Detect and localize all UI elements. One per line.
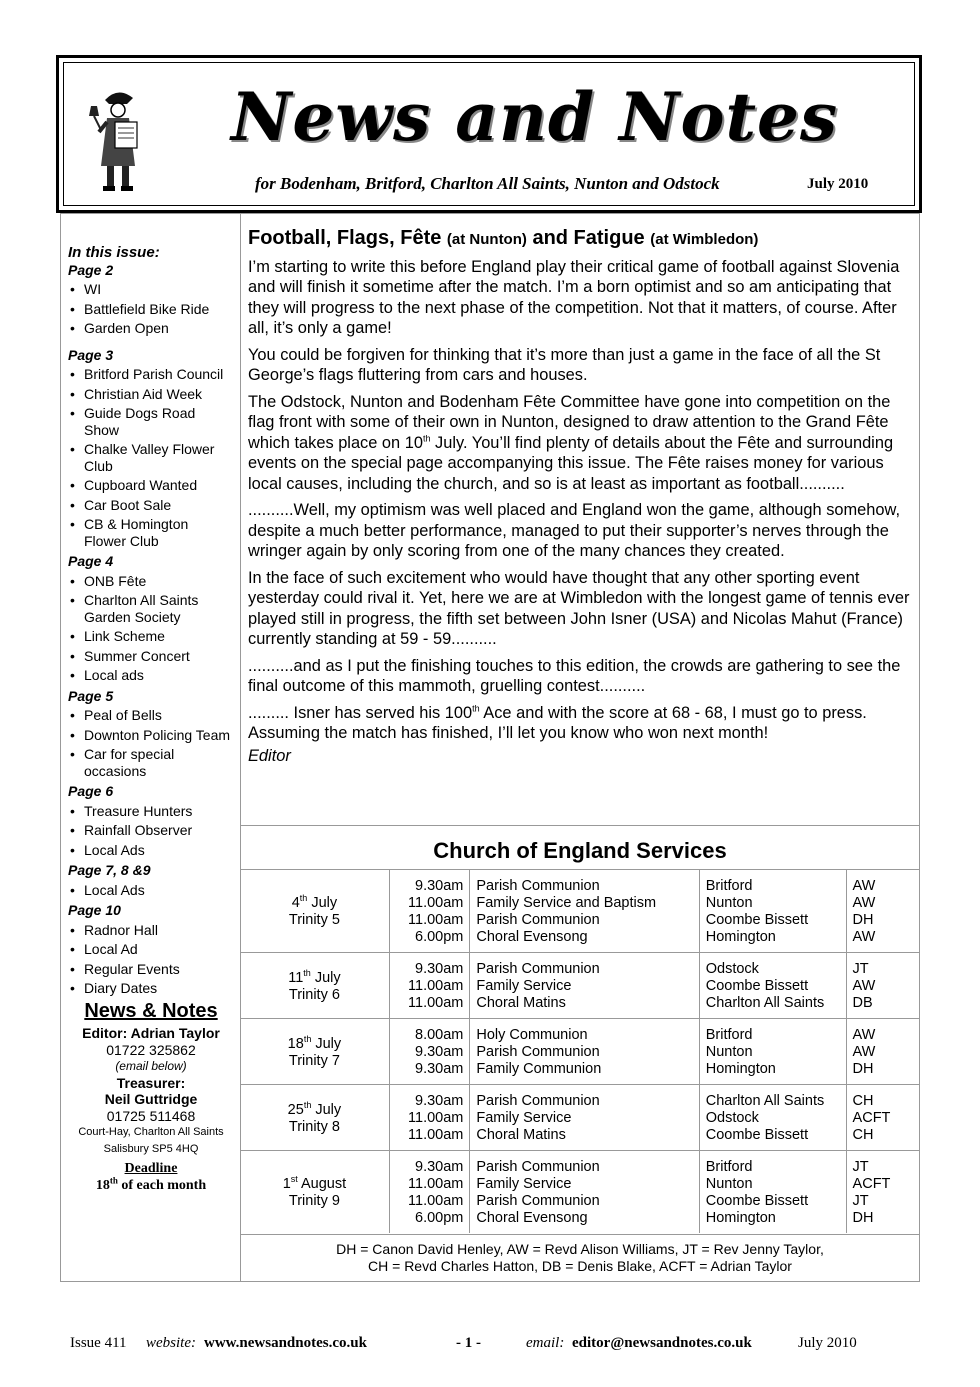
service-time-cell: 9.30am 11.00am 11.00am [389,1085,470,1151]
article-signoff: Editor [248,746,291,765]
footer-date: July 2010 [798,1335,857,1351]
masthead-title: News and Notes [231,78,839,156]
footer-email-label: email: [526,1335,565,1351]
article-paragraph: ..........Well, my optimism was well placed and England won the game, although somehow, despite a much better performance, managed to put their supporter’s nerves through the wringer again by only scoring from one of the many chances they created. [248,501,901,560]
deadline-date: 18th of each month [95,1174,207,1193]
sidebar-contents-item: • Cupboard Wanted [68,477,234,494]
sidebar-contents-item: • Chalke Valley Flower Club [68,441,234,474]
sidebar-page-label: Page 5 [68,687,114,704]
address-line-1: Court-Hay, Charlton All Saints [78,1126,224,1138]
sidebar [68,245,234,1194]
treasurer-phone: 01725 511468 [106,1107,196,1124]
service-date-cell: 25th July Trinity 8 [240,1085,389,1151]
sidebar-contents-item: • Guide Dogs Road Show [68,405,234,438]
sidebar-page-label: Page 6 [68,783,114,799]
town-crier-icon [87,86,149,194]
deadline-label: Deadline [124,1161,178,1176]
sidebar-page-label: Page 4 [68,553,114,569]
table-row [240,953,920,1019]
sidebar-contents-item: • Garden Open [68,320,234,337]
sidebar-contents-item: • Local Ad [68,941,234,958]
footer-website-label: website: [146,1335,196,1351]
sidebar-contents-item: • Radnor Hall [68,922,234,939]
sidebar-contents-item: • Peal of Bells [68,707,234,724]
sidebar-contents-item: • Charlton All Saints Garden Society [68,592,234,625]
services-legend [240,1241,920,1275]
service-place-cell: Britford Nunton Homington [699,1019,846,1085]
service-officiant-cell: AW AW DH AW [846,870,920,953]
sidebar-contents-item: • Car for special occasions [68,746,234,779]
service-name-cell: Parish Communion Family Service Choral Matins [470,953,699,1019]
legend-line: CH = Revd Charles Hatton, DB = Denis Blake, ACFT = Adrian Taylor [368,1258,792,1274]
service-time-cell: 9.30am 11.00am 11.00am 6.00pm [389,870,470,953]
article-paragraph: ..........and as I put the finishing touches to this edition, the crowds are gathering to see the final outcome of this mammoth, gruelling contest.......... [248,656,901,695]
sidebar-contents-item: • Rainfall Observer [68,822,234,839]
sidebar-page-label: Page 7, 8 &9 [68,862,151,878]
sidebar-page-label: Page 10 [68,902,121,918]
editor-email-note: (email below) [115,1059,187,1073]
sidebar-contents-item: • Treasure Hunters [68,803,234,820]
sidebar-contents-item: • Diary Dates [68,980,234,997]
sidebar-contents-item: • ONB Fête [68,573,234,590]
service-name-cell: Parish Communion Family Service Parish Communion Choral Evensong [470,1151,699,1234]
article-paragraph: The Odstock, Nunton and Bodenham Fête Committee have gone into competition on the flag front with some of their own in Nunton, designed to draw attention to the Grand Fête which takes place on 10th July. You’ll find plenty of details about the Fête and surrounding events on the special page accompanying this issue. The Fête raises money for various local causes, including the church, and so is at least as important as football.......... [248,392,894,493]
table-row [240,870,920,953]
service-place-cell: Britford Nunton Coombe Bissett Homington [699,870,846,953]
sidebar-contents-item: • Local Ads [68,882,234,899]
services-title: Church of England Services [433,838,727,863]
article-title: Football, Flags, Fête (at Nunton) and Fatigue (at Wimbledon) [248,227,759,249]
article-paragraph: ......... Isner has served his 100th Ace and with the score at 68 - 68, I must go to press. Assuming the match has finished, I’ll let you know who won next month! [248,703,867,742]
sidebar-contents-item: • Downton Policing Team [68,727,234,744]
sidebar-contents-item: • CB & Homington Flower Club [68,516,234,549]
table-row [240,1085,920,1151]
sidebar-contents-item: • Britford Parish Council [68,366,234,383]
sidebar-contents-item: • Link Scheme [68,628,234,645]
legend-rule [240,1234,920,1235]
service-name-cell: Parish Communion Family Service and Baptism Parish Communion Choral Evensong [470,870,699,953]
sidebar-page-label: Page 3 [68,346,114,363]
masthead-date: July 2010 [807,176,869,192]
sidebar-heading: In this issue: [68,244,160,261]
service-time-cell: 9.30am 11.00am 11.00am [389,953,470,1019]
service-date-cell: 11th July Trinity 6 [240,953,389,1019]
masthead-subtitle: for Bodenham, Britford, Charlton All Saints, Nunton and Odstock [255,174,720,193]
sidebar-contents-item: • Local Ads [68,842,234,859]
sidebar-contents-item: • Car Boot Sale [68,497,234,514]
article-paragraph: You could be forgiven for thinking that it’s more than just a game in the face of all the St George’s flags fluttering from cars and houses. [248,345,881,384]
article-paragraph: I’m starting to write this before England play their critical game of football against Slovenia and will finish it sometime after the match. I’m a born optimist and so am anticipating that they will progress to the next phase of the competition. Not that it matters, of course. After all, it’s only a game! [248,257,900,337]
service-officiant-cell: AW AW DH [846,1019,920,1085]
table-row [240,1019,920,1085]
sidebar-contents-item: • Christian Aid Week [68,386,234,403]
sidebar-contents-item: • Regular Events [68,961,234,978]
masthead [56,55,922,213]
sidebar-contents-list [68,262,234,997]
service-officiant-cell: JT AW DB [846,953,920,1019]
service-time-cell: 8.00am 9.30am 9.30am [389,1019,470,1085]
service-name-cell: Holy Communion Parish Communion Family Communion [470,1019,699,1085]
editor-name: Editor: Adrian Taylor [82,1025,220,1041]
address-line-2: Salisbury SP5 4HQ [103,1142,199,1155]
treasurer-label: Treasurer: [116,1074,186,1091]
sidebar-contents-item: • WI [68,281,234,298]
service-place-cell: Britford Nunton Coombe Bissett Homington [699,1151,846,1234]
legend-line: DH = Canon David Henley, AW = Revd Alison Williams, JT = Rev Jenny Taylor, [336,1241,824,1257]
sidebar-page-label: Page 2 [68,261,114,278]
service-place-cell: Charlton All Saints Odstock Coombe Bissett [699,1085,846,1151]
service-name-cell: Parish Communion Family Service Choral Matins [470,1085,699,1151]
article-paragraph: In the face of such excitement who would have thought that any other sporting event yesterday could rival it. Yet, here we are at Wimbledon with the longest game of tennis ever played still in progress, the fifth set between John Isner (USA) and Nicolas Mahut (France) currently standing at 59 - 59.......... [248,568,910,648]
services-top-rule [240,825,920,826]
service-date-cell: 18th July Trinity 7 [240,1019,389,1085]
service-date-cell: 4th July Trinity 5 [240,870,389,953]
sidebar-contents-item: • Summer Concert [68,648,234,665]
article [248,228,912,772]
service-officiant-cell: CH ACFT CH [846,1085,920,1151]
table-row [240,1151,920,1234]
treasurer-name: Neil Guttridge [104,1091,198,1107]
sidebar-contents-item: • Local ads [68,667,234,684]
footer-website-link[interactable]: www.newsandnotes.co.uk [204,1335,367,1351]
services-table [240,869,920,1233]
editor-phone: 01722 325862 [106,1041,196,1058]
service-place-cell: Odstock Coombe Bissett Charlton All Saints [699,953,846,1019]
footer-email-link[interactable]: editor@newsandnotes.co.uk [572,1335,752,1351]
footer-issue: Issue 411 [70,1335,127,1351]
contact-title: News & Notes [84,999,218,1022]
footer-page-number: - 1 - [456,1335,481,1351]
contact-box [68,999,234,1195]
sidebar-contents-item: • Battlefield Bike Ride [68,301,234,318]
service-date-cell: 1st August Trinity 9 [240,1151,389,1234]
service-officiant-cell: JT ACFT JT DH [846,1151,920,1234]
service-time-cell: 9.30am 11.00am 11.00am 6.00pm [389,1151,470,1234]
